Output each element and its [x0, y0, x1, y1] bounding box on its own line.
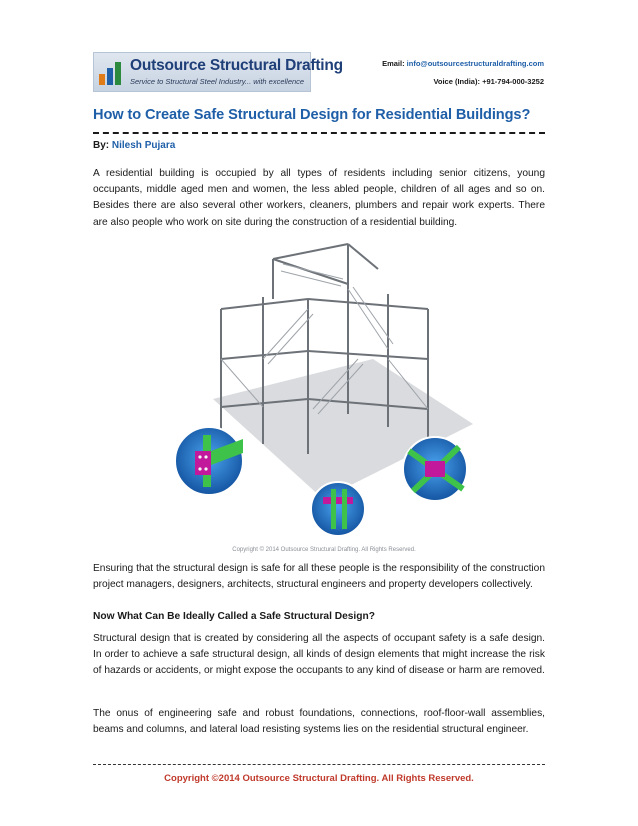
title-divider	[93, 132, 545, 134]
email-link[interactable]: info@outsourcestructuraldrafting.com	[406, 59, 544, 68]
figure-caption: Copyright © 2014 Outsource Structural Drafting. All Rights Reserved.	[232, 547, 416, 553]
logo-title: Outsource Structural Drafting	[130, 57, 343, 74]
paragraph-responsibility: Ensuring that the structural design is safe for all these people is the responsibility of the construction project managers, designers, architects, structural engineers and property developers collectively.	[93, 563, 545, 591]
company-logo	[93, 52, 343, 92]
connection-detail-right	[403, 437, 467, 501]
byline	[93, 140, 175, 151]
contact-email	[382, 59, 544, 68]
paragraph-intro: A residential building is occupied by all types of residents including senior citizens, young occupants, middle aged men and women, the less abled people, children of all ages and so on. Besides there are also several other workers, cleaners, plumbers and repair work experts. There are also people who work on site during the construction of a residential building.	[93, 168, 545, 228]
contact-voice	[433, 77, 544, 86]
article-title: How to Create Safe Structural Design for Residential Buildings?	[93, 107, 531, 123]
voice-label: Voice (India):	[433, 77, 480, 86]
byline-label: By:	[93, 140, 110, 151]
steel-structure-illustration	[173, 239, 475, 555]
email-label: Email:	[382, 59, 405, 68]
connection-detail-center	[311, 482, 365, 536]
logo-tagline: Service to Structural Steel Industry... with excellence	[130, 77, 305, 86]
voice-number: +91-794-000-3252	[482, 77, 544, 86]
footer-divider	[93, 764, 545, 765]
footer-copyright: Copyright ©2014 Outsource Structural Drafting. All Rights Reserved.	[164, 773, 474, 784]
logo-bars-icon	[98, 58, 124, 86]
paragraph-safe-design: Structural design that is created by considering all the aspects of occupant safety is a safe design. In order to achieve a safe structural design, all kinds of design elements that might increase the risk of hazards or accidents, or might expose the occupants to any kind of disease or harm are removed.	[93, 633, 545, 677]
connection-detail-left	[175, 427, 243, 495]
paragraph-engineering: The onus of engineering safe and robust foundations, connections, roof-floor-wall assemblies, beams and columns, and lateral load resisting systems lies on the residential structural engineer.	[93, 708, 545, 736]
section-heading: Now What Can Be Ideally Called a Safe Structural Design?	[93, 611, 375, 622]
author-name: Nilesh Pujara	[111, 140, 176, 151]
